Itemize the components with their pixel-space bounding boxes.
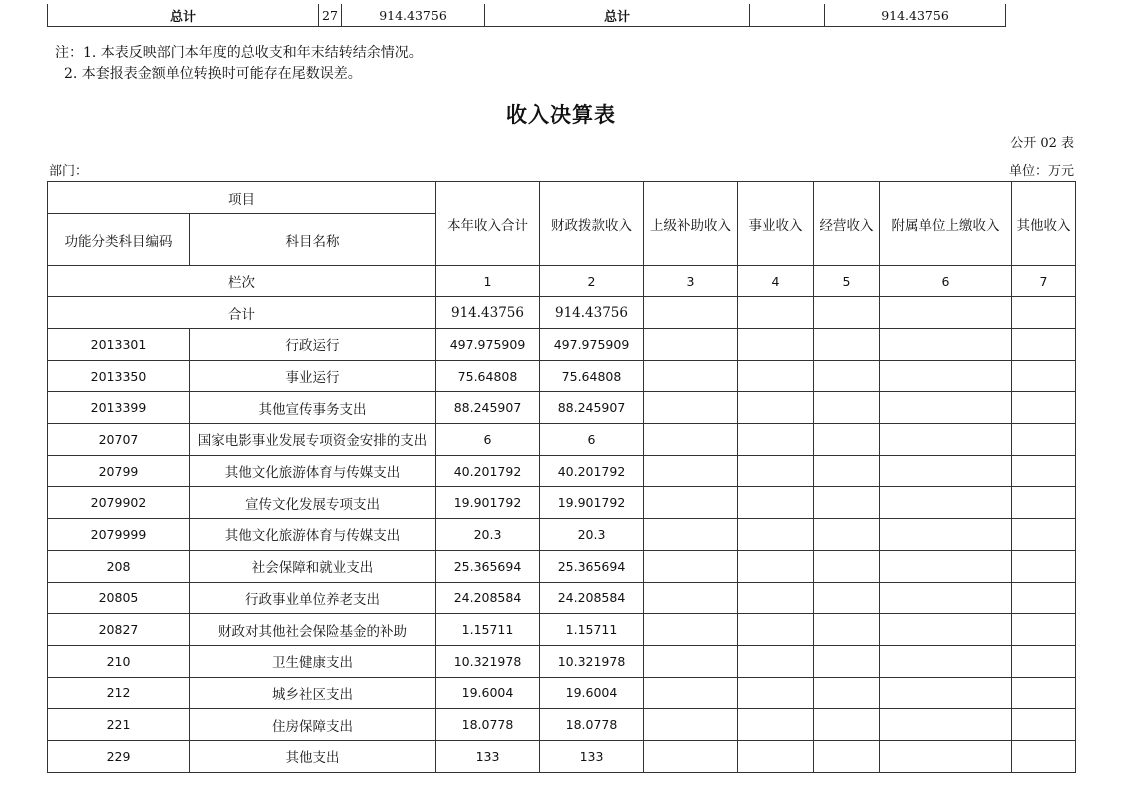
empty-cell bbox=[1012, 424, 1076, 456]
empty-cell bbox=[644, 360, 738, 392]
empty-cell bbox=[814, 740, 880, 772]
empty-cell bbox=[880, 329, 1012, 361]
col-num-7: 7 bbox=[1012, 266, 1076, 297]
empty-cell bbox=[1012, 329, 1076, 361]
row-name: 社会保障和就业支出 bbox=[190, 550, 436, 582]
row-code: 2013399 bbox=[48, 392, 190, 424]
row-name: 行政事业单位养老支出 bbox=[190, 582, 436, 614]
row-col-1: 497.975909 bbox=[436, 329, 540, 361]
row-code: 212 bbox=[48, 677, 190, 709]
empty-cell bbox=[644, 487, 738, 519]
empty-cell bbox=[880, 550, 1012, 582]
empty-cell bbox=[644, 297, 738, 329]
header-col-1: 本年收入合计 bbox=[436, 182, 540, 266]
row-code: 2013350 bbox=[48, 360, 190, 392]
empty-cell bbox=[1012, 740, 1076, 772]
empty-cell bbox=[644, 582, 738, 614]
row-col-1: 10.321978 bbox=[436, 645, 540, 677]
row-col-2: 24.208584 bbox=[540, 582, 644, 614]
empty-cell bbox=[738, 329, 814, 361]
empty-cell bbox=[880, 297, 1012, 329]
empty-cell bbox=[880, 709, 1012, 741]
row-name: 事业运行 bbox=[190, 360, 436, 392]
row-col-1: 24.208584 bbox=[436, 582, 540, 614]
row-col-2: 133 bbox=[540, 740, 644, 772]
income-table bbox=[47, 181, 1076, 773]
empty-cell bbox=[1012, 487, 1076, 519]
table-row bbox=[48, 740, 1076, 772]
empty-cell bbox=[644, 329, 738, 361]
table-row bbox=[48, 424, 1076, 456]
row-col-2: 88.245907 bbox=[540, 392, 644, 424]
table-row bbox=[48, 392, 1076, 424]
row-code: 229 bbox=[48, 740, 190, 772]
row-name: 其他文化旅游体育与传媒支出 bbox=[190, 519, 436, 551]
row-col-2: 19.6004 bbox=[540, 677, 644, 709]
total-row bbox=[48, 4, 1006, 27]
header-row-1 bbox=[48, 182, 1076, 214]
row-code: 20805 bbox=[48, 582, 190, 614]
empty-cell bbox=[814, 550, 880, 582]
empty-cell bbox=[814, 424, 880, 456]
top-total-table bbox=[47, 4, 1006, 27]
empty-cell bbox=[814, 297, 880, 329]
empty-cell bbox=[1012, 709, 1076, 741]
empty-cell bbox=[644, 424, 738, 456]
row-col-2: 18.0778 bbox=[540, 709, 644, 741]
empty-cell bbox=[644, 645, 738, 677]
row-col-2: 75.64808 bbox=[540, 360, 644, 392]
table-row bbox=[48, 455, 1076, 487]
row-col-2: 6 bbox=[540, 424, 644, 456]
lanci-row bbox=[48, 266, 1076, 297]
row-code: 20707 bbox=[48, 424, 190, 456]
empty-cell bbox=[738, 582, 814, 614]
table-row bbox=[48, 677, 1076, 709]
row-col-1: 19.901792 bbox=[436, 487, 540, 519]
empty-cell bbox=[1012, 392, 1076, 424]
row-col-1: 19.6004 bbox=[436, 677, 540, 709]
empty-cell bbox=[644, 519, 738, 551]
row-col-1: 1.15711 bbox=[436, 614, 540, 646]
col-num-4: 4 bbox=[738, 266, 814, 297]
empty-cell bbox=[644, 740, 738, 772]
header-col-4: 事业收入 bbox=[738, 182, 814, 266]
row-col-2: 10.321978 bbox=[540, 645, 644, 677]
empty-cell bbox=[880, 360, 1012, 392]
table-row bbox=[48, 329, 1076, 361]
row-name: 住房保障支出 bbox=[190, 709, 436, 741]
empty-cell bbox=[644, 677, 738, 709]
row-code: 2079999 bbox=[48, 519, 190, 551]
empty-cell bbox=[738, 614, 814, 646]
empty-cell bbox=[1012, 455, 1076, 487]
empty-cell bbox=[738, 360, 814, 392]
row-name: 财政对其他社会保险基金的补助 bbox=[190, 614, 436, 646]
empty-cell bbox=[814, 329, 880, 361]
empty-cell bbox=[738, 392, 814, 424]
row-col-1: 18.0778 bbox=[436, 709, 540, 741]
header-col-5: 经营收入 bbox=[814, 182, 880, 266]
empty-cell bbox=[814, 360, 880, 392]
empty-cell bbox=[738, 487, 814, 519]
row-name: 其他支出 bbox=[190, 740, 436, 772]
table-row bbox=[48, 519, 1076, 551]
col-num-5: 5 bbox=[814, 266, 880, 297]
row-name: 城乡社区支出 bbox=[190, 677, 436, 709]
empty-cell bbox=[814, 519, 880, 551]
empty-cell bbox=[1012, 519, 1076, 551]
empty-cell bbox=[1012, 297, 1076, 329]
header-col-6: 附属单位上缴收入 bbox=[880, 182, 1012, 266]
header-col-7: 其他收入 bbox=[1012, 182, 1076, 266]
data-rows bbox=[48, 329, 1076, 773]
empty-cell bbox=[644, 614, 738, 646]
table-row bbox=[48, 614, 1076, 646]
empty-cell bbox=[738, 519, 814, 551]
empty-cell bbox=[738, 740, 814, 772]
empty-cell bbox=[814, 677, 880, 709]
note-1: 注：1. 本表反映部门本年度的总收支和年末结转结余情况。 bbox=[55, 45, 423, 61]
page-title: 收入决算表 bbox=[506, 102, 616, 127]
row-name: 宣传文化发展专项支出 bbox=[190, 487, 436, 519]
row-code: 20827 bbox=[48, 614, 190, 646]
row-name: 卫生健康支出 bbox=[190, 645, 436, 677]
header-code: 功能分类科目编码 bbox=[48, 214, 190, 266]
header-col-3: 上级补助收入 bbox=[644, 182, 738, 266]
total-row-number: 27 bbox=[319, 4, 342, 27]
empty-cell bbox=[814, 455, 880, 487]
table-row bbox=[48, 550, 1076, 582]
empty-cell bbox=[880, 487, 1012, 519]
table-row bbox=[48, 709, 1076, 741]
row-col-2: 25.365694 bbox=[540, 550, 644, 582]
unit-label: 单位：万元 bbox=[1008, 164, 1074, 179]
row-col-1: 40.201792 bbox=[436, 455, 540, 487]
empty-cell bbox=[738, 455, 814, 487]
row-code: 221 bbox=[48, 709, 190, 741]
row-col-2: 19.901792 bbox=[540, 487, 644, 519]
empty-cell bbox=[880, 392, 1012, 424]
col-num-1: 1 bbox=[436, 266, 540, 297]
row-name: 其他文化旅游体育与传媒支出 bbox=[190, 455, 436, 487]
row-col-2: 40.201792 bbox=[540, 455, 644, 487]
empty-cell bbox=[814, 582, 880, 614]
col-num-3: 3 bbox=[644, 266, 738, 297]
empty-cell bbox=[1012, 677, 1076, 709]
empty-cell bbox=[880, 424, 1012, 456]
empty-cell bbox=[1012, 645, 1076, 677]
row-col-1: 20.3 bbox=[436, 519, 540, 551]
sum-label: 合计 bbox=[48, 297, 436, 329]
lanci-label: 栏次 bbox=[48, 266, 436, 297]
total-label-right: 总计 bbox=[485, 4, 750, 27]
total-blank-cell bbox=[750, 4, 825, 27]
empty-cell bbox=[738, 424, 814, 456]
empty-cell bbox=[880, 455, 1012, 487]
empty-cell bbox=[1012, 550, 1076, 582]
total-label-left: 总计 bbox=[48, 4, 319, 27]
row-code: 210 bbox=[48, 645, 190, 677]
empty-cell bbox=[880, 582, 1012, 614]
empty-cell bbox=[1012, 614, 1076, 646]
row-col-1: 6 bbox=[436, 424, 540, 456]
row-col-1: 75.64808 bbox=[436, 360, 540, 392]
empty-cell bbox=[880, 645, 1012, 677]
header-item: 项目 bbox=[48, 182, 436, 214]
header-col-2: 财政拨款收入 bbox=[540, 182, 644, 266]
empty-cell bbox=[644, 455, 738, 487]
empty-cell bbox=[814, 614, 880, 646]
row-col-2: 1.15711 bbox=[540, 614, 644, 646]
empty-cell bbox=[814, 392, 880, 424]
row-col-1: 88.245907 bbox=[436, 392, 540, 424]
row-name: 国家电影事业发展专项资金安排的支出 bbox=[190, 424, 436, 456]
col-num-2: 2 bbox=[540, 266, 644, 297]
empty-cell bbox=[738, 677, 814, 709]
table-row bbox=[48, 645, 1076, 677]
row-code: 20799 bbox=[48, 455, 190, 487]
sum-col-1: 914.43756 bbox=[436, 297, 540, 329]
empty-cell bbox=[880, 677, 1012, 709]
empty-cell bbox=[738, 645, 814, 677]
empty-cell bbox=[880, 740, 1012, 772]
empty-cell bbox=[1012, 582, 1076, 614]
empty-cell bbox=[644, 392, 738, 424]
row-col-1: 25.365694 bbox=[436, 550, 540, 582]
empty-cell bbox=[644, 550, 738, 582]
empty-cell bbox=[1012, 360, 1076, 392]
row-code: 208 bbox=[48, 550, 190, 582]
row-name: 行政运行 bbox=[190, 329, 436, 361]
row-code: 2013301 bbox=[48, 329, 190, 361]
table-row bbox=[48, 582, 1076, 614]
sum-col-2: 914.43756 bbox=[540, 297, 644, 329]
row-col-1: 133 bbox=[436, 740, 540, 772]
empty-cell bbox=[814, 487, 880, 519]
row-col-2: 497.975909 bbox=[540, 329, 644, 361]
row-name: 其他宣传事务支出 bbox=[190, 392, 436, 424]
row-code: 2079902 bbox=[48, 487, 190, 519]
empty-cell bbox=[814, 645, 880, 677]
empty-cell bbox=[738, 297, 814, 329]
row-col-2: 20.3 bbox=[540, 519, 644, 551]
empty-cell bbox=[880, 519, 1012, 551]
total-amount-left: 914.43756 bbox=[342, 4, 485, 27]
form-code: 公开 02 表 bbox=[1010, 136, 1074, 151]
header-name: 科目名称 bbox=[190, 214, 436, 266]
sum-row bbox=[48, 297, 1076, 329]
table-row bbox=[48, 487, 1076, 519]
note-2: 2. 本套报表金额单位转换时可能存在尾数误差。 bbox=[64, 66, 362, 82]
empty-cell bbox=[738, 709, 814, 741]
empty-cell bbox=[738, 550, 814, 582]
empty-cell bbox=[644, 709, 738, 741]
col-num-6: 6 bbox=[880, 266, 1012, 297]
empty-cell bbox=[814, 709, 880, 741]
empty-cell bbox=[880, 614, 1012, 646]
department-label: 部门： bbox=[49, 164, 89, 179]
total-amount-right: 914.43756 bbox=[825, 4, 1006, 27]
table-row bbox=[48, 360, 1076, 392]
